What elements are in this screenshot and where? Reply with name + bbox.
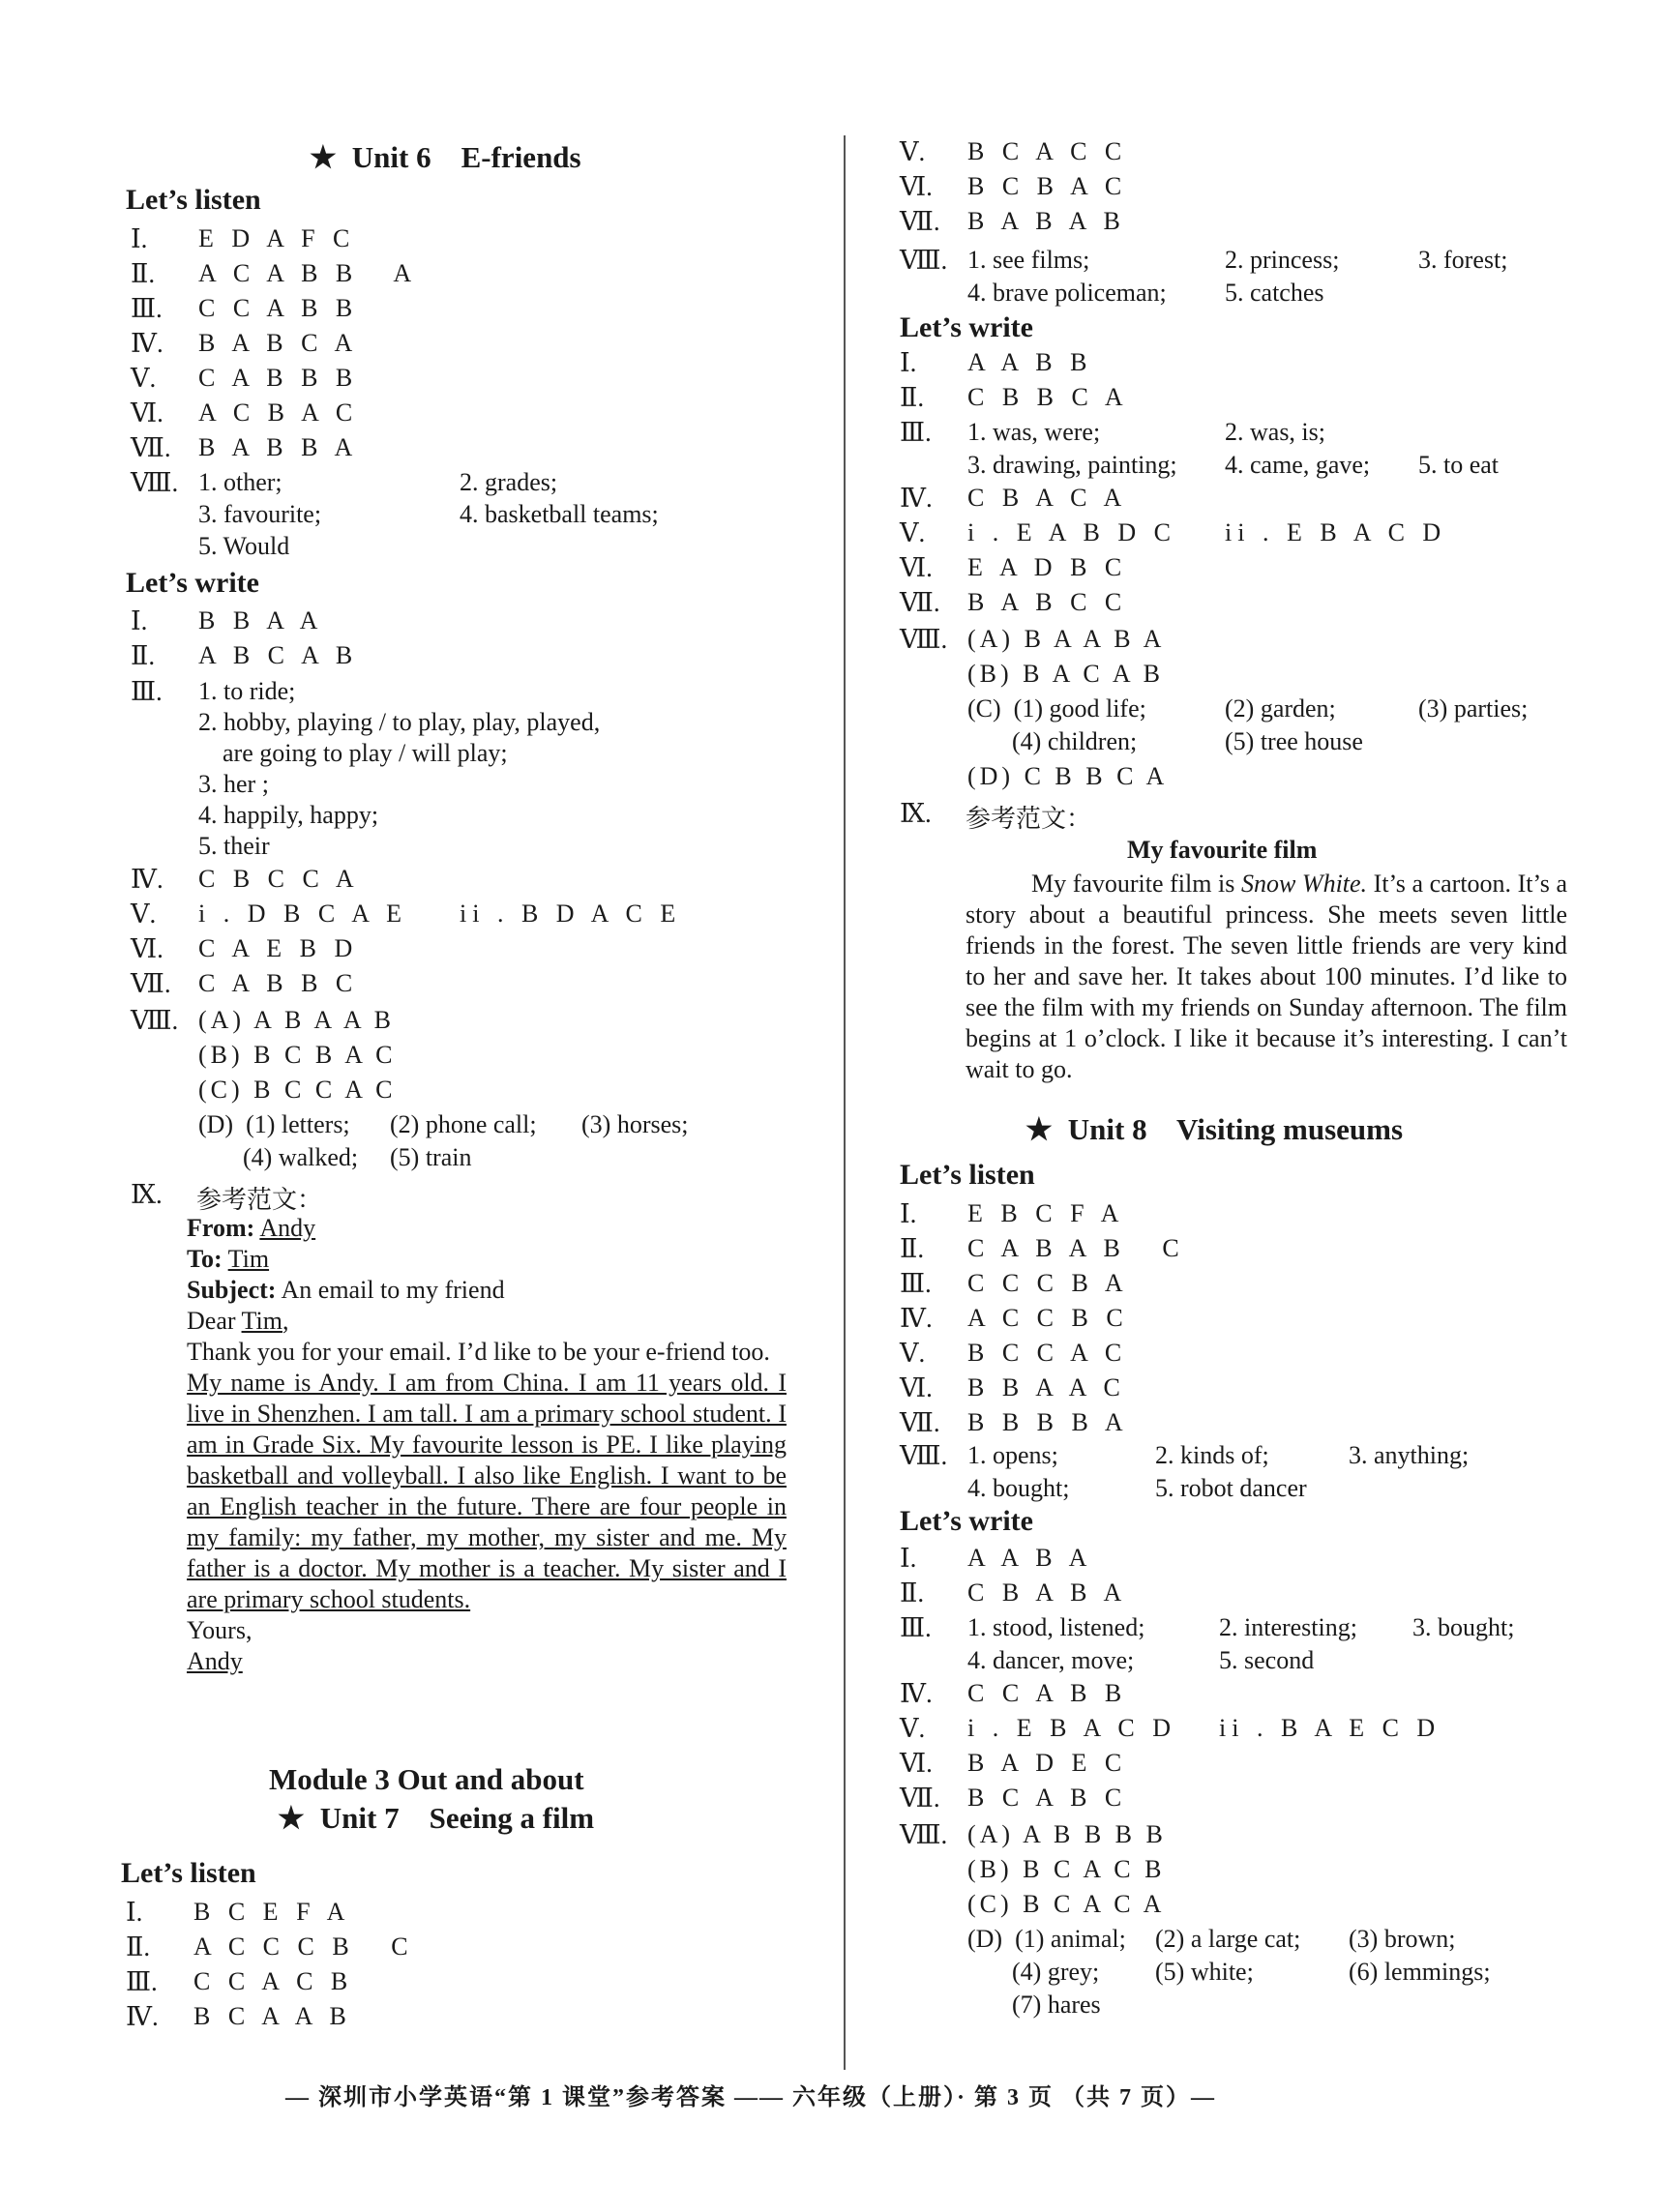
list-item: Ⅶ. B A B A B (900, 207, 1126, 236)
list-item: Ⅱ. C B B C A (900, 383, 1129, 412)
list-item: Ⅶ. B B B B A (900, 1408, 1129, 1437)
essay-title: My favourite film (1127, 836, 1318, 864)
list-item: Ⅶ. B A B C C (900, 588, 1128, 617)
unit6-title: ★ Unit 6 E-friends (310, 140, 581, 174)
list-item: Ⅴ. i . E A B D C ii . E B A C D (900, 518, 1447, 547)
list-item: Ⅳ. C C A B B (900, 1679, 1128, 1708)
list-item: Ⅳ. B A B C A (131, 329, 359, 358)
column-divider (844, 135, 846, 2070)
list-item: Ⅰ. E B C F A (900, 1199, 1125, 1228)
list-item: Ⅵ. E A D B C (900, 553, 1128, 582)
list-item: Ⅴ. i . D B C A E ii . B D A C E (131, 900, 682, 929)
list-item: Ⅵ. B C B A C (900, 172, 1128, 201)
unit6-write-list (131, 606, 808, 676)
unit8-listen-list (900, 1199, 1558, 1443)
unit7-write-list (900, 348, 1558, 418)
film-essay: My favourite film is Snow White. It’s a cartoon. It’s a story about a beautiful princess. She meets seven little friends in the forest. The seven little friends are very kind to her and save her. It takes about 100 minutes. I’d like to see the film with my friends on Sunday afternoon. The film begins at 1 o’clock. I like it because it’s interesting. I can’t wait to go. (966, 870, 1567, 1083)
list-item: Ⅴ. B C C A C (900, 1339, 1128, 1368)
list-item: Ⅳ. C B A C A (900, 484, 1128, 513)
list-item: Ⅱ. C A B A B C (900, 1234, 1185, 1263)
unit8-title: ★ Unit 8 Visiting museums (1025, 1112, 1404, 1146)
unit8-listen-heading: Let’s listen (900, 1159, 1035, 1191)
list-item: Ⅴ. C A B B B (131, 364, 359, 393)
list-item: Ⅳ. B C A A B (126, 2002, 352, 2031)
unit7-listen-heading: Let’s listen (121, 1857, 256, 1889)
unit8-write-list (900, 1544, 1558, 1613)
list-item: Ⅵ. C A E B D (131, 934, 359, 963)
list-item: Ⅰ. A A B A (900, 1544, 1093, 1573)
list-item: Ⅴ. i . E B A C D ii . B A E C D (900, 1714, 1441, 1743)
unit8-listen-8: Ⅷ. 1. opens; 2. kinds of; 3. anything; 4. bought; 5. robot dancer (900, 1441, 1470, 1502)
unit7-listen-list-b (900, 137, 1558, 242)
list-item: Ⅲ. C C C B A (900, 1269, 1129, 1298)
email-sample: From: Andy To: Tim Subject: An email to my friend Dear Tim, Thank you for your email. I’d like to be your e-friend too. My name is Andy. I am from China. I am 11 years old. I live in Shenzhen. I am tall. I am a primary school student. I am in Grade Six. My favourite lesson is PE. I like playing basketball and volleyball. I also like English. I want to be an English teacher in the future. There are four people in my family: my father, my mother, my sister and me. My father is a doctor. My mother is a teacher. My sister and I are primary school students. Yours, Andy (187, 1214, 787, 1675)
list-item: Ⅵ. B A D E C (900, 1749, 1128, 1778)
list-item: Ⅰ. A A B B (900, 348, 1093, 377)
list-item: Ⅱ. A C C C B C (126, 1932, 414, 1961)
list-item: Ⅶ. B A B B A (131, 433, 359, 462)
unit6-write-heading: Let’s write (126, 567, 259, 599)
star-icon: ★ (310, 140, 337, 174)
unit8-write-4-7 (900, 1679, 1558, 1818)
list-item: Ⅰ. B B A A (131, 606, 324, 635)
unit6-listen-8: Ⅷ. 1. other; 2. grades; 3. favourite; 4. basketball teams; 5. Would (131, 468, 659, 560)
unit6-listen-heading: Let’s listen (126, 184, 261, 216)
unit7-listen-8: Ⅷ. 1. see films; 2. princess; 3. forest; 4. brave policeman; 5. catches (900, 246, 1508, 307)
list-item: Ⅱ. A B C A B (131, 641, 359, 670)
star-icon: ★ (278, 1801, 305, 1835)
page-footer: — 深圳市小学英语“第 1 课堂”参考答案 —— 六年级（上册）· 第 3 页 （共 7 页）— (285, 2085, 1217, 2110)
list-item: Ⅰ. E D A F C (131, 224, 356, 253)
list-item: Ⅰ. B C E F A (126, 1898, 351, 1927)
unit7-write-4-7 (900, 484, 1558, 623)
list-item: Ⅱ. C B A B A (900, 1578, 1128, 1607)
unit8-write-heading: Let’s write (900, 1505, 1033, 1537)
unit8-write-3: Ⅲ. 1. stood, listened; 2. interesting; 3. bought; 4. dancer, move; 5. second (900, 1613, 1515, 1674)
unit6-write-4-7 (131, 865, 808, 1004)
list-item: Ⅳ. C B C C A (131, 865, 360, 894)
list-item: Ⅵ. A C B A C (131, 398, 359, 428)
list-item: Ⅲ. C C A C B (126, 1967, 354, 1996)
unit8-write-8: Ⅷ. (A) A B B B B (B) B C A C B (C) B C A C A (D) (1) animal; (2) a large cat; (3) brown; (4) grey; (5) white; (6) lemmings; (7) hares (900, 1820, 1491, 2019)
unit7-title: ★ Unit 7 Seeing a film (278, 1801, 595, 1835)
unit7-write-heading: Let’s write (900, 311, 1033, 343)
unit6-write-8: Ⅷ. (A) A B A A B (B) B C B A C (C) B C C A C (D) (1) letters; (2) phone call; (3) horses; (4) walked; (5) train (131, 1006, 689, 1171)
list-item: Ⅱ. A C A B B A (131, 259, 418, 288)
list-item: Ⅴ. B C A C C (900, 137, 1128, 166)
unit7-write-8: Ⅷ. (A) B A A B A (B) B A C A B (C) (1) good life; (2) garden; (3) parties; (4) children; (5) tree house (D) C B B C A (900, 625, 1529, 790)
module3-title: Module 3 Out and about (269, 1762, 584, 1796)
star-icon: ★ (1025, 1112, 1053, 1146)
list-item: Ⅳ. A C C B C (900, 1304, 1129, 1333)
list-item: Ⅶ. B C A B C (900, 1784, 1128, 1813)
unit7-write-3: Ⅲ. 1. was, were; 2. was, is; 3. drawing, painting; 4. came, gave; 5. to eat (900, 418, 1500, 479)
unit6-write-3: Ⅲ. 1. to ride; 2. hobby, playing / to play, play, played, are going to play / will play; 3. her ; 4. happily, happy; 5. their (131, 677, 601, 860)
unit7-listen-list-a (126, 1898, 803, 2037)
unit6-listen-list (131, 224, 808, 468)
list-item: Ⅲ. C C A B B (131, 294, 359, 323)
list-item: Ⅵ. B B A A C (900, 1373, 1126, 1402)
list-item: Ⅶ. C A B B C (131, 969, 359, 998)
